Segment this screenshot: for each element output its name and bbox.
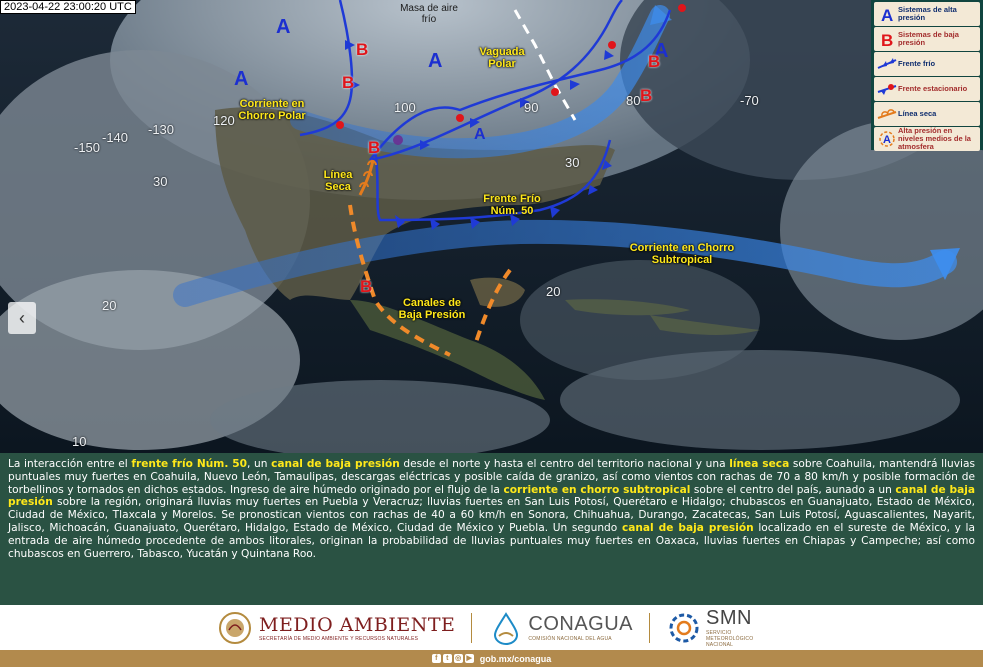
- logo-divider: [649, 613, 650, 643]
- desc-highlight: canal de baja presión: [8, 483, 975, 509]
- chevron-left-icon: ‹: [19, 307, 25, 328]
- cold-front-icon: [876, 54, 898, 74]
- instagram-icon[interactable]: ◎: [455, 655, 462, 662]
- svg-text:A: A: [883, 134, 891, 146]
- desc-highlight: línea seca: [729, 458, 790, 470]
- low-pressure-marker: B: [368, 138, 381, 157]
- low-pressure-marker: B: [342, 73, 355, 92]
- low-pressure-marker: B: [360, 277, 373, 296]
- grid-label-lon: -150: [74, 140, 101, 155]
- svg-text:B: B: [881, 31, 894, 48]
- high-pressure-marker: A: [474, 126, 486, 143]
- high-pressure-icon: [876, 4, 898, 24]
- label-polar-jet: Corriente en Chorro Polar: [238, 98, 306, 122]
- forecast-description: [0, 453, 983, 605]
- twitter-icon[interactable]: t: [443, 654, 452, 663]
- desc-text: sobre la región, originará lluvias muy fuertes en Puebla y Veracruz; lluvias fuertes en San Luis Potosí, Querétaro e Hidalgo; chubascos en Guanajuato, Estado de México, Ciudad de México, Tlaxcala y Morelos. Se pronostican vientos con rachas de 40 a 60 km/h en Sonora, Chihuahua, Durango, Zacatecas, San Luis Potosí, Aguascalientes, Nayarit, Jalisco, Michoacán, Guanajuato, Querétaro, Hidalgo, Estado de México, Ciudad de México y Puebla. Un segundo: [8, 496, 975, 534]
- desc-highlight: canal de baja presión: [271, 458, 400, 470]
- label-polar-trough: Vaguada Polar: [479, 46, 525, 70]
- footer: [0, 650, 983, 667]
- smn-emblem-icon: [666, 610, 702, 646]
- legend-label: Sistemas de alta presión: [898, 5, 957, 22]
- high-pressure-marker: A: [654, 40, 669, 62]
- grid-label-lon: 100: [394, 100, 416, 115]
- stationary-front-icon: [876, 79, 898, 99]
- legend-label: Frente frío: [898, 59, 936, 68]
- legend-item-low: [874, 27, 980, 51]
- label-low-pressure-channels: Canales de Baja Presión: [398, 297, 466, 321]
- low-pressure-marker: B: [648, 52, 661, 71]
- facebook-icon[interactable]: f: [432, 654, 441, 663]
- desc-text: La interacción entre el: [8, 458, 132, 470]
- map-legend: [871, 0, 983, 150]
- logo-subtitle: COMISIÓN NACIONAL DEL AGUA: [528, 636, 612, 642]
- low-pressure-marker: B: [356, 40, 369, 59]
- logo-medio-ambiente[interactable]: [217, 610, 455, 646]
- eagle-seal-icon: [217, 610, 253, 646]
- mid-level-high-icon: [876, 129, 898, 149]
- desc-text: sobre el centro del país, aunado a un: [690, 483, 896, 496]
- logo-conagua[interactable]: [488, 610, 633, 646]
- grid-label-lon: -70: [740, 93, 759, 108]
- legend-label: Línea seca: [898, 109, 937, 118]
- grid-label-lat: 10: [72, 434, 87, 449]
- desc-text: localizado en el sureste de México, y la entrada de aire húmedo procedente de ambos litorales, originan la probabilidad de lluvias puntuales muy fuertes en Oaxaca, lluvias fuertes en Chiapas y Campeche; así como chubascos en Guerrero, Tabasco, Yucatán y Quintana Roo.: [8, 521, 975, 560]
- legend-item-dry-line: [874, 102, 980, 126]
- label-subtropical-jet: Corriente en Chorro Subtropical: [629, 242, 735, 266]
- legend-item-high: [874, 2, 980, 26]
- desc-highlight: corriente en chorro subtropical: [503, 483, 691, 496]
- grid-label-lon: -140: [102, 130, 129, 145]
- dry-line-icon: [876, 104, 898, 124]
- water-drop-icon: [488, 610, 524, 646]
- desc-highlight: canal de baja presión: [621, 521, 754, 534]
- legend-item-mid-level-high: [874, 127, 980, 151]
- logo-smn[interactable]: [666, 607, 766, 648]
- grid-label-lat: 30: [565, 155, 580, 170]
- logo-title: MEDIO AMBIENTE: [259, 613, 456, 636]
- grid-label-lat: 20: [546, 284, 561, 299]
- legend-item-cold-front: [874, 52, 980, 76]
- legend-label: Alta presión en niveles medios de la atmosfera: [898, 126, 971, 151]
- youtube-icon[interactable]: ▶: [466, 655, 472, 662]
- logo-subtitle: SECRETARÍA DE MEDIO AMBIENTE Y RECURSOS NATURALES: [259, 635, 419, 642]
- previous-button[interactable]: [8, 302, 36, 334]
- grid-label-lat: 20: [102, 298, 117, 313]
- desc-text: desde el norte y hasta el centro del territorio nacional y una: [399, 458, 730, 470]
- label-cold-front: Frente Frío Núm. 50: [483, 193, 541, 217]
- high-pressure-marker: A: [428, 50, 443, 72]
- logo-bar: [0, 605, 983, 650]
- logo-subtitle: SERVICIO METEOROLÓGICO NACIONAL: [706, 630, 754, 648]
- legend-label: Frente estacionario: [898, 84, 968, 93]
- grid-label-lon: 90: [524, 100, 539, 115]
- low-pressure-marker: B: [640, 86, 653, 105]
- desc-text: , un: [247, 458, 272, 470]
- grid-label-lon: -130: [148, 122, 175, 137]
- grid-label-lon: 80: [626, 93, 641, 108]
- low-pressure-icon: [876, 29, 898, 49]
- high-pressure-marker: A: [276, 16, 291, 38]
- logo-divider: [471, 613, 472, 643]
- grid-label-lat: 30: [153, 174, 168, 189]
- legend-label: Sistemas de baja presión: [898, 30, 959, 47]
- footer-url[interactable]: gob.mx/conagua: [479, 653, 552, 664]
- desc-highlight: frente frío Núm. 50: [131, 458, 248, 470]
- timestamp: 2023-04-22 23:00:20 UTC: [0, 0, 136, 14]
- grid-label-lon: 120: [213, 113, 235, 128]
- desc-text: sobre Coahuila, mantendrá lluvias puntuales muy fuertes en Coahuila, Nuevo León, Tamaulipas, descargas eléctricas y posible caída de granizo, así como vientos con rachas de 70 a 80 km/h y posible formación de torbellinos y tornados en dichos estados. Ingreso de aire húmedo originado por el flujo de la: [8, 458, 975, 496]
- logo-title: CONAGUA: [528, 613, 633, 635]
- label-dry-line: Línea Seca: [323, 169, 353, 193]
- logo-title: SMN: [706, 607, 752, 629]
- label-cold-air-mass: Masa de aire frío: [400, 3, 458, 25]
- svg-text:A: A: [881, 6, 894, 23]
- high-pressure-marker: A: [234, 68, 249, 90]
- social-icons: [432, 654, 474, 663]
- legend-item-stationary-front: [874, 77, 980, 101]
